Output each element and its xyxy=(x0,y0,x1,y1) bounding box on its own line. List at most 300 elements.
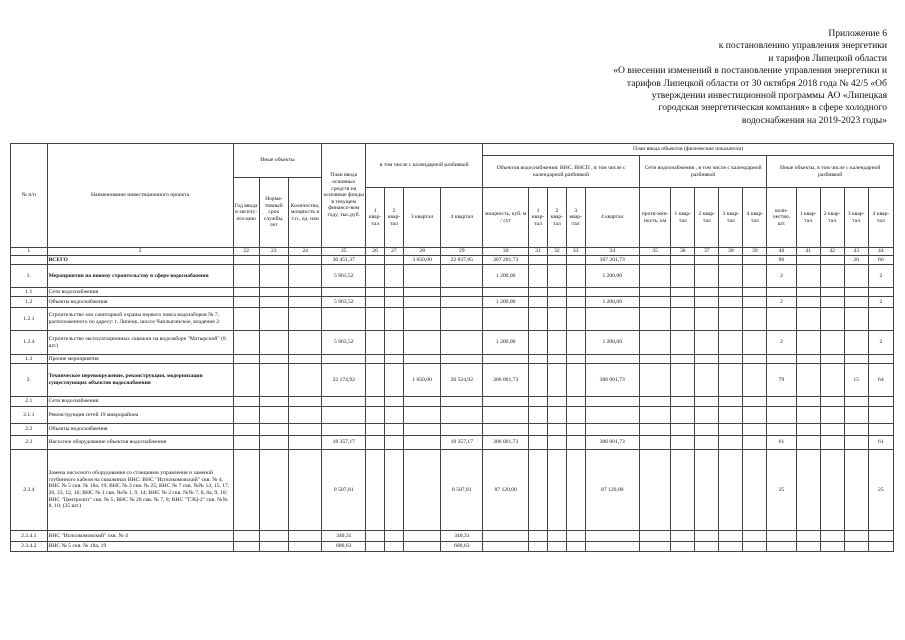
value-cell xyxy=(719,436,743,450)
value-cell: 18 357,17 xyxy=(441,436,483,450)
value-cell xyxy=(366,542,385,552)
table-row xyxy=(11,256,894,265)
value-cell xyxy=(366,364,385,397)
value-cell xyxy=(441,288,483,297)
value-cell xyxy=(547,407,566,424)
value-cell: 1 200,00 xyxy=(585,331,639,355)
table-row xyxy=(11,265,894,288)
header-plan-fixed-assets: План ввода основных средств на основные фонды в текущем финансо-вом году, тыс.руб. xyxy=(322,144,366,248)
value-cell xyxy=(743,364,767,397)
value-cell xyxy=(743,450,767,531)
value-cell xyxy=(385,450,404,531)
value-cell xyxy=(233,331,259,355)
value-cell xyxy=(366,288,385,297)
value-cell: 22 837,85 xyxy=(441,256,483,265)
value-cell xyxy=(288,450,321,531)
value-cell: 306 001,73 xyxy=(483,436,529,450)
value-cell xyxy=(259,297,288,308)
col-number: 2 xyxy=(47,248,233,256)
value-cell: 680,63 xyxy=(322,542,366,552)
value-cell xyxy=(288,436,321,450)
value-cell xyxy=(366,450,385,531)
value-cell xyxy=(403,542,441,552)
value-cell xyxy=(529,397,548,407)
row-number-cell: 1.2.4 xyxy=(11,331,48,355)
value-cell xyxy=(844,308,868,331)
value-cell xyxy=(639,407,670,424)
value-cell xyxy=(844,531,868,542)
project-name-cell: Строительство зон санитарной охраны первого пояса водозаборов № 7, расположенного по адресу: г. Липецк, шоссе Чаплыгинское, владение 2 xyxy=(47,308,233,331)
value-cell xyxy=(441,308,483,331)
value-cell xyxy=(259,308,288,331)
value-cell: 8 507,81 xyxy=(441,450,483,531)
header-name: Наименование инвестиционного проекта xyxy=(47,144,233,248)
value-cell xyxy=(719,542,743,552)
header-q2: 2 квар-тал xyxy=(820,188,844,248)
value-cell xyxy=(385,436,404,450)
header-q3: 3 квар-тал xyxy=(566,188,585,248)
value-cell xyxy=(385,397,404,407)
value-cell: 66 xyxy=(868,256,893,265)
value-cell: 5 963,52 xyxy=(322,297,366,308)
value-cell xyxy=(441,424,483,436)
value-cell xyxy=(796,450,820,531)
header-line: и тарифов Липецкой области xyxy=(768,52,887,64)
value-cell xyxy=(719,297,743,308)
value-cell xyxy=(385,256,404,265)
value-cell xyxy=(743,297,767,308)
header-other-objects-breakdown: Иные объекты, в том числе с календарной разбивкой xyxy=(767,156,894,188)
value-cell xyxy=(288,424,321,436)
value-cell: 680,63 xyxy=(441,542,483,552)
value-cell xyxy=(671,531,695,542)
col-number: 39 xyxy=(743,248,767,256)
col-number: 29 xyxy=(441,248,483,256)
value-cell xyxy=(441,397,483,407)
value-cell xyxy=(767,542,796,552)
header-length: протя-жён-ность, км xyxy=(639,188,670,248)
value-cell xyxy=(695,436,719,450)
value-cell xyxy=(483,288,529,297)
row-number-cell: 2.1.1 xyxy=(11,407,48,424)
col-number: 31 xyxy=(529,248,548,256)
value-cell xyxy=(695,542,719,552)
value-cell xyxy=(796,542,820,552)
value-cell: 1 200,00 xyxy=(585,265,639,288)
header-num: № п/п xyxy=(11,144,48,248)
value-cell xyxy=(844,542,868,552)
col-number: 27 xyxy=(385,248,404,256)
row-number-cell: 2.3 xyxy=(11,436,48,450)
value-cell: 340,31 xyxy=(322,531,366,542)
value-cell xyxy=(483,407,529,424)
value-cell xyxy=(403,397,441,407)
value-cell xyxy=(695,355,719,364)
value-cell: 20 xyxy=(844,256,868,265)
table-body xyxy=(11,256,894,552)
value-cell xyxy=(288,297,321,308)
value-cell xyxy=(671,331,695,355)
value-cell xyxy=(288,397,321,407)
header-q4: 4 квар-тал xyxy=(743,188,767,248)
value-cell xyxy=(767,308,796,331)
value-cell xyxy=(233,397,259,407)
value-cell xyxy=(403,308,441,331)
value-cell xyxy=(441,265,483,288)
value-cell xyxy=(743,256,767,265)
row-number-cell: 1.1 xyxy=(11,288,48,297)
row-number-cell: 2. xyxy=(11,364,48,397)
value-cell xyxy=(233,364,259,397)
value-cell xyxy=(233,542,259,552)
value-cell xyxy=(403,450,441,531)
value-cell xyxy=(233,355,259,364)
value-cell: 306 001,73 xyxy=(585,436,639,450)
row-number-cell: 1.3 xyxy=(11,355,48,364)
row-number-cell xyxy=(11,256,48,265)
value-cell: 5 963,52 xyxy=(322,265,366,288)
value-cell xyxy=(566,364,585,397)
value-cell: 3 650,00 xyxy=(403,256,441,265)
value-cell xyxy=(366,355,385,364)
value-cell xyxy=(259,531,288,542)
value-cell xyxy=(719,450,743,531)
value-cell: 25 xyxy=(868,450,893,531)
value-cell xyxy=(322,424,366,436)
value-cell xyxy=(233,265,259,288)
value-cell xyxy=(671,424,695,436)
value-cell xyxy=(743,542,767,552)
value-cell xyxy=(441,331,483,355)
table-row xyxy=(11,436,894,450)
value-cell xyxy=(844,407,868,424)
project-name-cell: Техническое перевооружение, реконструкция, модернизация существующих объектов водоснабжения xyxy=(47,364,233,397)
value-cell xyxy=(796,288,820,297)
header-q2: 2 квар-тал xyxy=(695,188,719,248)
header-water-supply-objects: Объектов водоснабжения: ВНС, ВНСП , в том числе с календарной разбивкой xyxy=(483,156,640,188)
value-cell xyxy=(767,288,796,297)
value-cell xyxy=(403,531,441,542)
header-q1: 1 квар-тал xyxy=(796,188,820,248)
value-cell xyxy=(820,436,844,450)
value-cell xyxy=(566,542,585,552)
value-cell: 340,31 xyxy=(441,531,483,542)
value-cell xyxy=(639,450,670,531)
value-cell xyxy=(796,297,820,308)
table-row xyxy=(11,355,894,364)
value-cell xyxy=(719,256,743,265)
value-cell xyxy=(483,397,529,407)
value-cell xyxy=(529,331,548,355)
value-cell: 306 001,73 xyxy=(585,364,639,397)
col-number: 24 xyxy=(288,248,321,256)
value-cell xyxy=(639,355,670,364)
col-number: 28 xyxy=(403,248,441,256)
project-name-cell: Строительство эксплуатационных скважин на водозаборе "Матырский" (8 шт.) xyxy=(47,331,233,355)
col-number: 41 xyxy=(796,248,820,256)
value-cell xyxy=(820,288,844,297)
value-cell xyxy=(671,297,695,308)
value-cell xyxy=(868,531,893,542)
col-number: 1 xyxy=(11,248,48,256)
value-cell xyxy=(695,256,719,265)
value-cell xyxy=(385,542,404,552)
value-cell xyxy=(366,407,385,424)
value-cell xyxy=(719,265,743,288)
value-cell xyxy=(288,265,321,288)
value-cell xyxy=(743,331,767,355)
value-cell xyxy=(259,364,288,397)
value-cell xyxy=(719,355,743,364)
value-cell xyxy=(868,308,893,331)
value-cell xyxy=(639,364,670,397)
value-cell xyxy=(796,265,820,288)
value-cell xyxy=(671,308,695,331)
value-cell xyxy=(483,542,529,552)
value-cell xyxy=(671,265,695,288)
value-cell xyxy=(259,407,288,424)
row-number-cell: 2.3.4.2 xyxy=(11,542,48,552)
value-cell xyxy=(585,531,639,542)
value-cell xyxy=(844,331,868,355)
value-cell xyxy=(233,308,259,331)
value-cell xyxy=(719,331,743,355)
value-cell xyxy=(820,424,844,436)
value-cell xyxy=(585,397,639,407)
header-q3: 3 квар-тал xyxy=(844,188,868,248)
value-cell xyxy=(547,436,566,450)
value-cell xyxy=(868,542,893,552)
col-number: 40 xyxy=(767,248,796,256)
table-row xyxy=(11,288,894,297)
value-cell xyxy=(547,331,566,355)
value-cell xyxy=(233,297,259,308)
value-cell xyxy=(529,450,548,531)
value-cell xyxy=(820,355,844,364)
project-name-cell: Насосное оборудование объектов водоснабжения xyxy=(47,436,233,450)
value-cell xyxy=(366,265,385,288)
value-cell xyxy=(385,331,404,355)
value-cell: 1 200,00 xyxy=(585,297,639,308)
value-cell xyxy=(671,407,695,424)
table-row xyxy=(11,531,894,542)
value-cell xyxy=(385,288,404,297)
value-cell xyxy=(547,308,566,331)
value-cell xyxy=(547,450,566,531)
value-cell xyxy=(547,542,566,552)
value-cell xyxy=(767,397,796,407)
value-cell xyxy=(820,308,844,331)
col-number: 44 xyxy=(868,248,893,256)
value-cell xyxy=(547,397,566,407)
header-line: городская энергетическая компания» в сфере холодного xyxy=(658,102,887,114)
value-cell xyxy=(820,364,844,397)
project-name-cell: Реконструкция сетей 19 микрорайона xyxy=(47,407,233,424)
value-cell: 2 xyxy=(767,331,796,355)
value-cell xyxy=(820,256,844,265)
value-cell xyxy=(671,256,695,265)
value-cell xyxy=(288,288,321,297)
value-cell xyxy=(719,308,743,331)
value-cell xyxy=(288,355,321,364)
value-cell: 64 xyxy=(868,364,893,397)
value-cell xyxy=(441,297,483,308)
value-cell xyxy=(820,531,844,542)
value-cell xyxy=(366,297,385,308)
value-cell xyxy=(483,531,529,542)
value-cell: 15 xyxy=(844,364,868,397)
project-name-cell: Замена насосного оборудования со станциями управления и заменой глубинного кабеля на скважинах ВНС: ВНС "Исполкомовский" скв. № 4, ВНС № 5 скв. № 18а, 19; ВНС № 3 скв. № 25; ВНС № 7 скв. №№ 14, 15, 17, 26, 23, 12, 16; ВНС № 1 скв. №№ 1, 9, 14; ВНС № 2 скв. №№ 7, 8, 8а, 9, 10; ВНС "Центролит" скв. № 5; ВНС № 20 скв. № 7, 8; ВНС "ТЭЦ-2" скв. №№ 8, 10; (25 шт.) xyxy=(47,450,233,531)
value-cell xyxy=(403,265,441,288)
value-cell: 20 524,92 xyxy=(441,364,483,397)
value-cell xyxy=(844,436,868,450)
investment-table xyxy=(10,143,894,552)
value-cell xyxy=(566,308,585,331)
value-cell xyxy=(529,308,548,331)
value-cell xyxy=(547,424,566,436)
col-number: 42 xyxy=(820,248,844,256)
value-cell xyxy=(844,288,868,297)
value-cell xyxy=(233,256,259,265)
value-cell xyxy=(288,308,321,331)
value-cell xyxy=(743,407,767,424)
value-cell xyxy=(671,542,695,552)
value-cell xyxy=(366,308,385,331)
value-cell xyxy=(868,424,893,436)
project-name-cell: Мероприятия по новому строительству в сфере водоснабжения xyxy=(47,265,233,288)
value-cell xyxy=(743,265,767,288)
col-number: 32 xyxy=(547,248,566,256)
value-cell xyxy=(547,256,566,265)
value-cell xyxy=(639,436,670,450)
value-cell xyxy=(820,407,844,424)
header-q1: 1 квар-тал xyxy=(366,188,385,248)
value-cell: 1 650,00 xyxy=(403,364,441,397)
col-number: 33 xyxy=(566,248,585,256)
col-number: 30 xyxy=(483,248,529,256)
value-cell xyxy=(385,297,404,308)
value-cell xyxy=(322,397,366,407)
value-cell xyxy=(767,531,796,542)
header-q2: 2 квар-тал xyxy=(547,188,566,248)
header-q2: 2 квар-тал xyxy=(385,188,404,248)
value-cell xyxy=(671,397,695,407)
header-service-life: Норма-тивный срок службы, лет xyxy=(259,178,288,248)
row-number-cell: 1. xyxy=(11,265,48,288)
header-commissioning-year: Год ввода в эксплу-ата-цию xyxy=(233,178,259,248)
value-cell: 307 201,73 xyxy=(585,256,639,265)
value-cell xyxy=(671,288,695,297)
value-cell xyxy=(233,450,259,531)
value-cell xyxy=(529,542,548,552)
project-name-cell: ВНС "Исполкомовский" скв. № 4 xyxy=(47,531,233,542)
header-q4: 4 квар-тал xyxy=(868,188,893,248)
value-cell xyxy=(547,265,566,288)
value-cell xyxy=(441,355,483,364)
value-cell xyxy=(233,531,259,542)
row-number-cell: 2.1 xyxy=(11,397,48,407)
col-number: 23 xyxy=(259,248,288,256)
value-cell xyxy=(547,297,566,308)
value-cell xyxy=(820,265,844,288)
value-cell xyxy=(639,297,670,308)
table-row xyxy=(11,397,894,407)
row-number-cell: 1.2.1 xyxy=(11,308,48,331)
value-cell xyxy=(796,407,820,424)
value-cell xyxy=(695,265,719,288)
value-cell xyxy=(529,436,548,450)
value-cell xyxy=(695,331,719,355)
value-cell xyxy=(796,436,820,450)
value-cell xyxy=(233,288,259,297)
value-cell xyxy=(483,308,529,331)
value-cell xyxy=(671,436,695,450)
header-quarterly-breakdown: в том числе с календарной разбивкой xyxy=(366,144,483,188)
value-cell: 307 201,73 xyxy=(483,256,529,265)
value-cell xyxy=(529,364,548,397)
header-line: тарифов Липецкой области от 30 октября 2018 года № 42/5 «Об xyxy=(626,77,887,89)
value-cell xyxy=(639,288,670,297)
value-cell xyxy=(844,424,868,436)
row-number-cell: 2.2 xyxy=(11,424,48,436)
col-number: 43 xyxy=(844,248,868,256)
value-cell xyxy=(385,364,404,397)
value-cell xyxy=(529,424,548,436)
value-cell xyxy=(403,331,441,355)
value-cell xyxy=(868,397,893,407)
value-cell xyxy=(566,531,585,542)
value-cell xyxy=(259,265,288,288)
value-cell xyxy=(385,265,404,288)
value-cell xyxy=(639,542,670,552)
value-cell xyxy=(385,531,404,542)
value-cell xyxy=(566,355,585,364)
header-line: к постановлению управления энергетики xyxy=(718,40,887,52)
value-cell xyxy=(585,308,639,331)
col-number: 36 xyxy=(671,248,695,256)
value-cell xyxy=(483,355,529,364)
value-cell xyxy=(868,355,893,364)
table-row xyxy=(11,331,894,355)
header-capacity: мощность, куб. м / сут xyxy=(483,188,529,248)
table-row xyxy=(11,297,894,308)
value-cell: 18 357,17 xyxy=(322,436,366,450)
header-count: коли-чество, шт. xyxy=(767,188,796,248)
value-cell xyxy=(529,297,548,308)
value-cell xyxy=(796,308,820,331)
value-cell: 8 507,81 xyxy=(322,450,366,531)
value-cell xyxy=(566,256,585,265)
value-cell xyxy=(547,355,566,364)
project-name-cell: Объекты водоснабжения xyxy=(47,424,233,436)
value-cell xyxy=(820,450,844,531)
project-name-cell: ВНС № 5 скв. № 18а, 19 xyxy=(47,542,233,552)
value-cell xyxy=(695,450,719,531)
header-line: «О внесении изменений в постановление управления энергетики и xyxy=(613,65,887,77)
header-line: Приложение 6 xyxy=(828,28,887,39)
value-cell xyxy=(566,265,585,288)
value-cell xyxy=(796,364,820,397)
value-cell xyxy=(719,364,743,397)
value-cell: 86 xyxy=(767,256,796,265)
value-cell xyxy=(743,355,767,364)
value-cell xyxy=(288,331,321,355)
col-number: 25 xyxy=(322,248,366,256)
value-cell xyxy=(671,364,695,397)
value-cell: 2 xyxy=(868,297,893,308)
value-cell xyxy=(385,424,404,436)
value-cell xyxy=(796,397,820,407)
